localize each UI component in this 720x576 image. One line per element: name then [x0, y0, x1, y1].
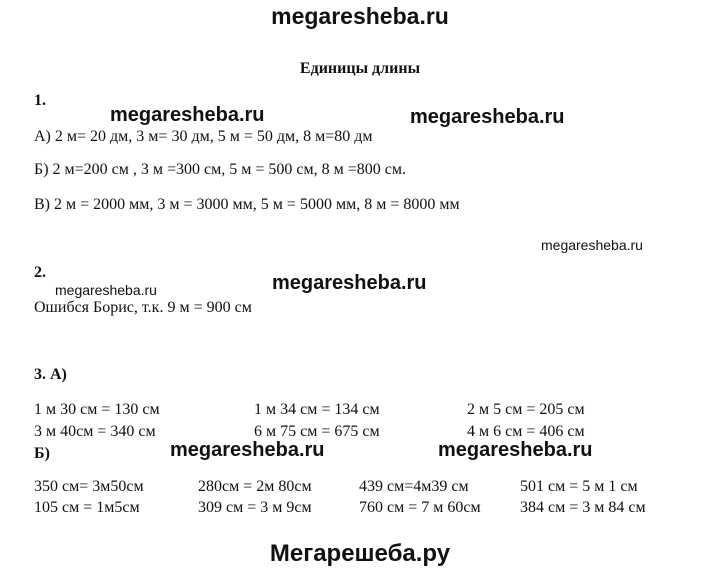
watermark: megaresheba.ru — [110, 104, 265, 126]
watermark: megaresheba.ru — [541, 237, 643, 253]
task3-a-cell: 1 м 30 см = 130 см — [34, 401, 160, 418]
task2-number: 2. — [34, 264, 46, 281]
task1-number: 1. — [34, 92, 46, 109]
site-header: megaresheba.ru — [271, 3, 449, 29]
task3-a-cell: 3 м 40см = 340 см — [34, 423, 156, 440]
task1-line-b: Б) 2 м=200 см , 3 м =300 см, 5 м = 500 см, 8 м =800 см. — [34, 161, 407, 178]
watermark: megaresheba.ru — [272, 272, 427, 294]
task3-a-cell: 6 м 75 см = 675 см — [254, 423, 380, 440]
task3-b-label: Б) — [34, 445, 50, 462]
task2-text: Ошибся Борис, т.к. 9 м = 900 см — [34, 299, 252, 316]
task3-b-cell: 105 см = 1м5см — [34, 499, 140, 516]
task3-b-cell: 501 см = 5 м 1 см — [520, 478, 638, 495]
watermark: megaresheba.ru — [55, 282, 157, 298]
footer-brand: Мегарешеба.ру — [269, 540, 451, 567]
task3-b-cell: 760 см = 7 м 60см — [359, 499, 481, 516]
task3-b-cell: 280см = 2м 80см — [198, 478, 312, 495]
task3-b-cell: 350 см= 3м50см — [34, 478, 144, 495]
watermark: megaresheba.ru — [438, 439, 593, 461]
task1-line-a: А) 2 м= 20 дм, 3 м= 30 дм, 5 м = 50 дм, 8 м=80 дм — [34, 128, 373, 145]
task3-b-cell: 439 см=4м39 см — [359, 478, 469, 495]
task3-b-cell: 384 см = 3 м 84 см — [520, 499, 646, 516]
page-title: Единицы длины — [299, 60, 421, 77]
task3-a-cell: 2 м 5 см = 205 см — [467, 401, 585, 418]
task3-b-cell: 309 см = 3 м 9см — [198, 499, 312, 516]
watermark: megaresheba.ru — [170, 439, 325, 461]
task1-line-c: В) 2 м = 2000 мм, 3 м = 3000 мм, 5 м = 5000 мм, 8 м = 8000 мм — [34, 196, 460, 213]
task3-a-cell: 4 м 6 см = 406 см — [467, 423, 585, 440]
watermark: megaresheba.ru — [410, 106, 565, 128]
task3-a-cell: 1 м 34 см = 134 см — [254, 401, 380, 418]
task3-number: 3. А) — [34, 366, 67, 383]
